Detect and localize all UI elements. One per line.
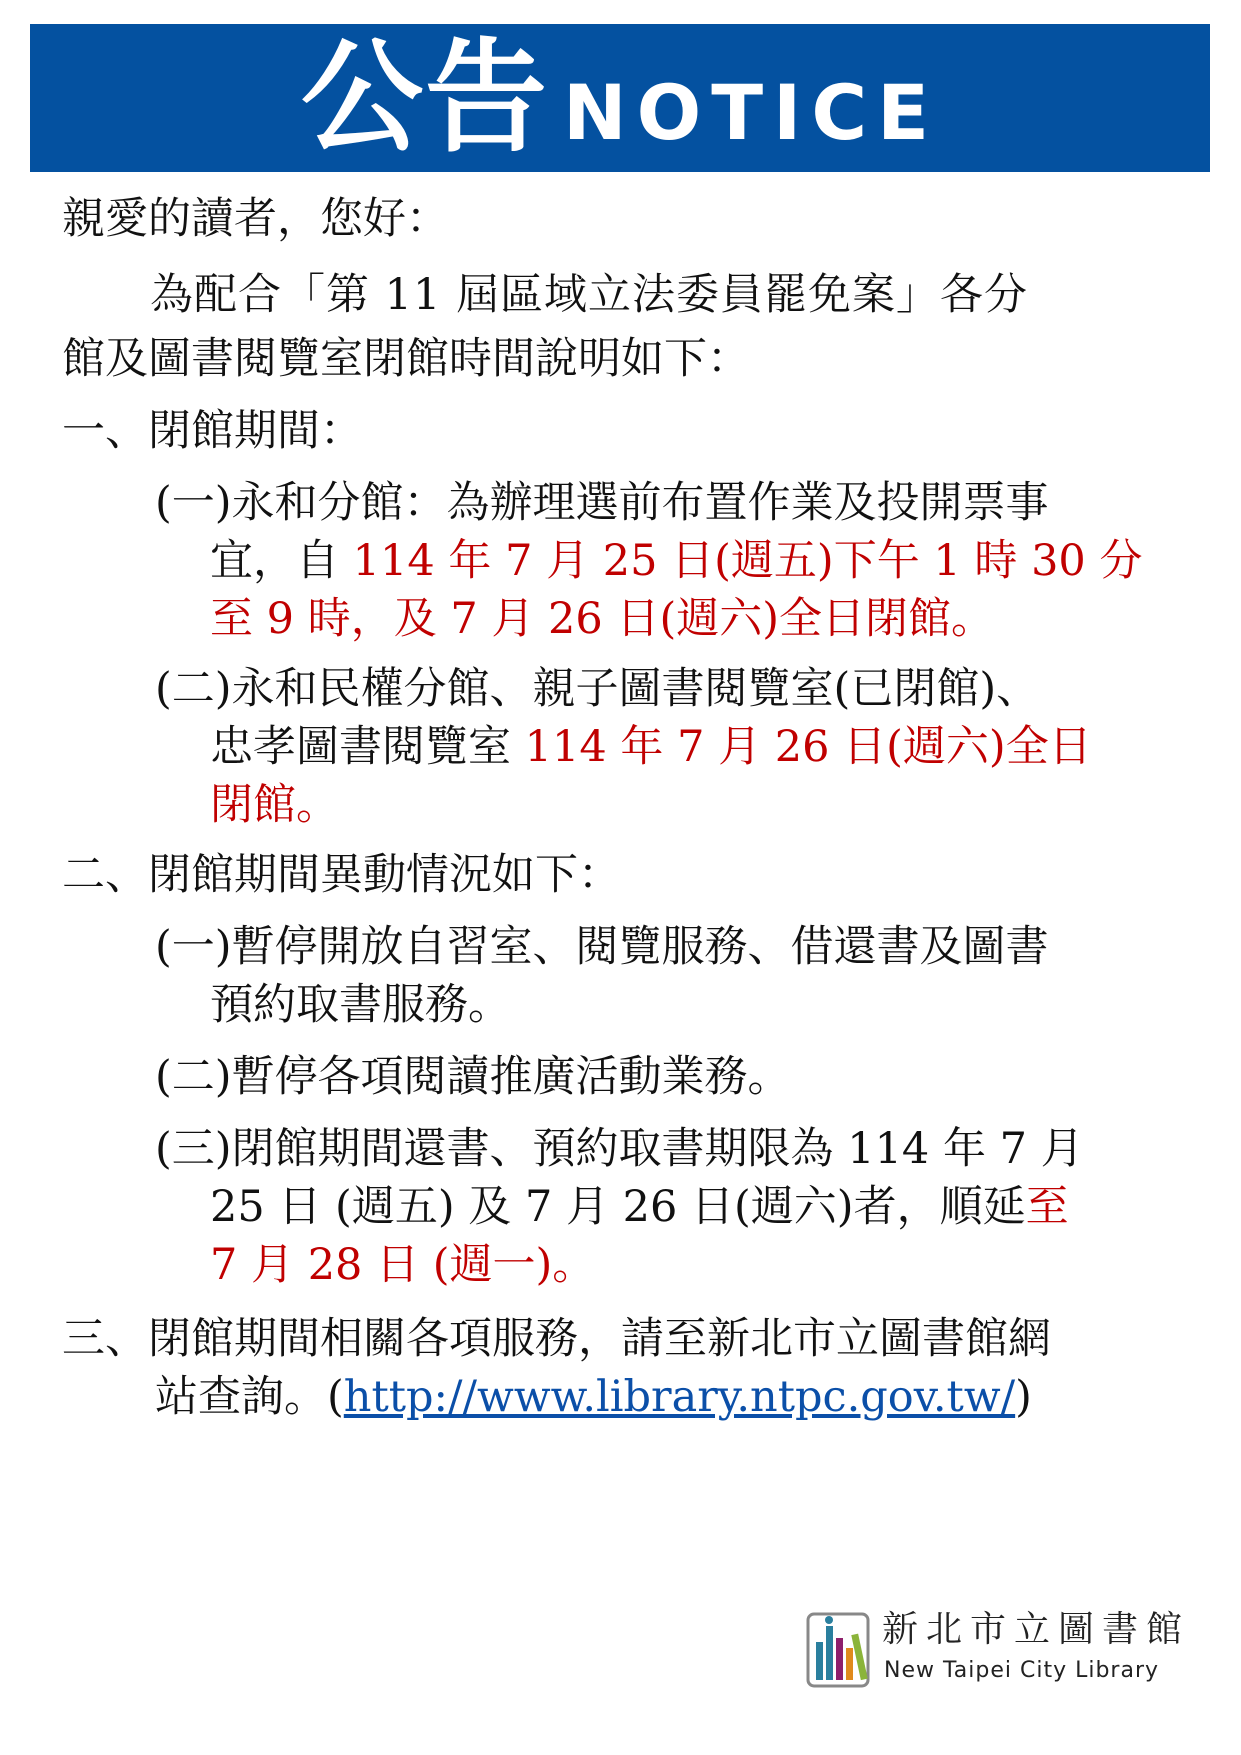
intro-line-1: 為配合「第 11 屆區域立法委員罷免案」各分 [150,270,1029,320]
library-logo [806,1609,1191,1688]
section-1-item-1-line-3: 至 9 時，及 7 月 26 日(週六)全日閉館。 [210,594,994,644]
section-2-item-1-line-1: (一)暫停開放自習室、閱覽服務、借還書及圖書 [155,922,1049,972]
section-3-line-1: 三、閉館期間相關各項服務，請至新北市立圖書館網 [62,1314,1051,1364]
section-1-item-2-line-3: 閉館。 [210,780,339,830]
library-website-link[interactable]: http://www.library.ntpc.gov.tw/ [343,1372,1016,1422]
section-1-item-2-line-1: (二)永和民權分館、親子圖書閱覽室(已閉館)、 [155,664,1040,714]
banner-title-zh: 公告 [300,27,549,169]
banner-title-en: NOTICE [562,68,940,157]
greeting: 親愛的讀者，您好： [62,194,449,244]
section-1-item-1-line-2: 宜，自 114 年 7 月 25 日(週五)下午 1 時 30 分 [210,536,1143,586]
library-books-logo-icon [806,1612,870,1688]
section-1-item-1-line-1: (一)永和分館：為辦理選前布置作業及投開票事 [155,478,1049,528]
section-3-line-2: 站查詢。(http://www.library.ntpc.gov.tw/) [155,1372,1032,1422]
library-name-en: New Taipei City Library [884,1658,1160,1683]
section-1-heading: 一、閉館期間： [62,406,363,456]
library-name-zh: 新北市立圖書館 [882,1609,1191,1650]
section-2-heading: 二、閉館期間異動情況如下： [62,850,621,900]
section-2-item-2-line-1: (二)暫停各項閱讀推廣活動業務。 [155,1052,791,1102]
section-2-item-3-line-3: 7 月 28 日 (週一)。 [210,1240,596,1290]
section-1-item-2-line-2: 忠孝圖書閱覽室 114 年 7 月 26 日(週六)全日 [210,722,1092,772]
section-2-item-1-line-2: 預約取書服務。 [210,980,511,1030]
intro-line-2: 館及圖書閱覽室閉館時間說明如下： [62,334,750,384]
section-2-item-3-line-2: 25 日 (週五) 及 7 月 26 日(週六)者，順延至 [210,1182,1069,1232]
section-2-item-3-line-1: (三)閉館期間還書、預約取書期限為 114 年 7 月 [155,1124,1084,1174]
notice-banner [30,24,1210,172]
